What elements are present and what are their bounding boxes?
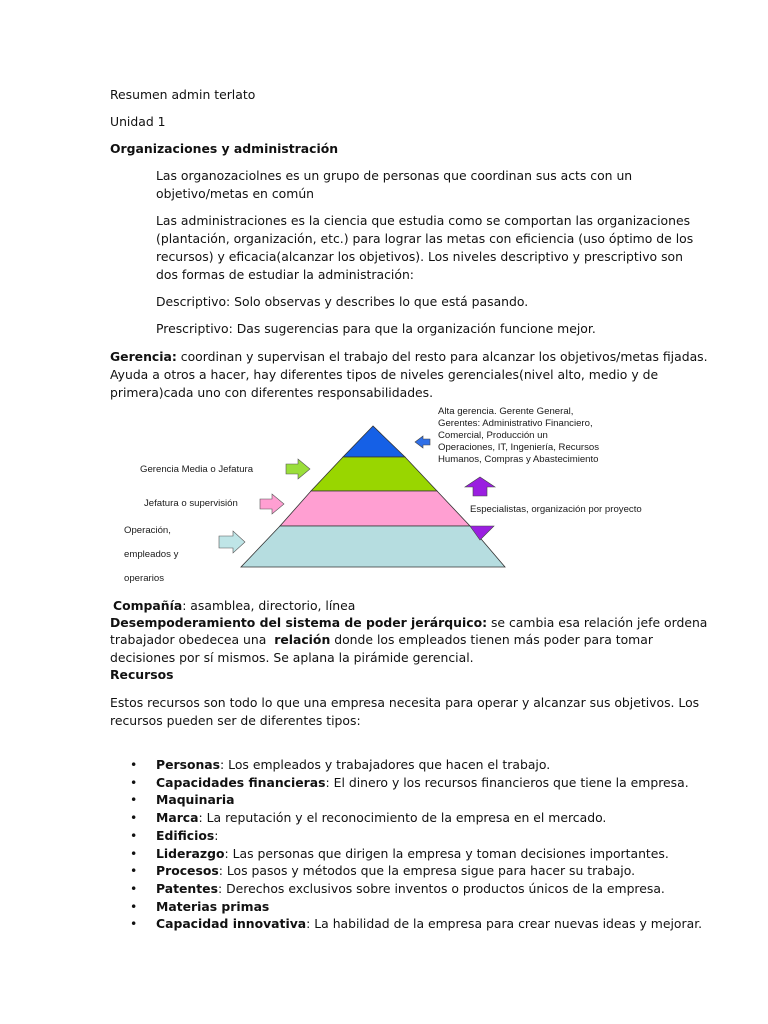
recursos-list — [130, 756, 702, 933]
label-operacion-line2: empleados y — [124, 549, 179, 560]
list-item — [130, 756, 702, 774]
list-item-text: : La reputación y el reconocimiento de la empresa en el mercado. — [198, 810, 607, 826]
arrow-right-blue-icon — [415, 436, 430, 448]
pyramid-level-3 — [280, 491, 470, 526]
gerencia-line1 — [110, 348, 708, 366]
label-especialistas: Especialistas, organización por proyecto — [470, 504, 642, 515]
desempoderamiento-line1 — [110, 614, 707, 632]
bullet-icon: • — [130, 898, 138, 914]
list-item-label: Liderazgo — [156, 845, 225, 861]
management-pyramid-figure — [108, 395, 658, 585]
paragraph-administracion-line1: Las administraciones es la ciencia que estudia como se comportan las organizaciones — [156, 213, 691, 228]
desempoderamiento-line2-a: trabajador obedecea una — [110, 632, 275, 647]
arrow-right-cyan-icon — [219, 531, 245, 553]
paragraph-organizaciones-line2: objetivo/metas en común — [156, 186, 315, 201]
recursos-paragraph-line2: recursos pueden ser de diferentes tipos: — [110, 713, 361, 728]
pyramid-level-4 — [241, 526, 505, 567]
recursos-paragraph-line1: Estos recursos son todo lo que una empresa necesita para operar y alcanzar sus objetivos. Los — [110, 695, 700, 710]
heading-text: Organizaciones y administración — [110, 141, 339, 156]
arrow-right-pink-icon — [260, 494, 284, 514]
bullet-icon: • — [130, 845, 138, 861]
paragraph-administracion-line3: recursos) y eficacia(alcanzar los objetivos). Los niveles descriptivo y prescriptivo son — [156, 249, 683, 264]
label-operacion-line3: operarios — [124, 573, 164, 584]
list-item — [130, 862, 702, 880]
list-item-label: Edificios — [156, 827, 215, 843]
list-item — [130, 845, 702, 863]
compania-text: : asamblea, directorio, línea — [182, 598, 356, 613]
list-item — [130, 827, 702, 845]
label-alta-gerencia-line3: Comercial, Producción un — [438, 430, 548, 441]
bullet-icon: • — [130, 810, 138, 826]
unit-label: Unidad 1 — [110, 114, 166, 129]
pyramid-level-2 — [311, 457, 437, 491]
label-gerencia-media: Gerencia Media o Jefatura — [140, 464, 254, 475]
list-item-label: Procesos — [156, 863, 219, 879]
list-item-text: : La habilidad de la empresa para crear nuevas ideas y mejorar. — [306, 916, 703, 932]
paragraph-organizaciones-line1: Las organozaciolnes es un grupo de personas que coordinan sus acts con un — [156, 168, 633, 183]
list-item-label: Capacidades financieras — [156, 774, 326, 790]
label-alta-gerencia-line4: Operaciones, IT, Ingeniería, Recursos — [438, 442, 600, 453]
list-item-label: Materias primas — [156, 898, 270, 914]
bullet-icon: • — [130, 916, 138, 932]
desempoderamiento-label: Desempoderamiento del sistema de poder jerárquico: — [110, 615, 488, 630]
bullet-icon: • — [130, 863, 138, 879]
recursos-heading-text: Recursos — [110, 667, 174, 682]
desempoderamiento-text: se cambia esa relación jefe ordena — [487, 615, 708, 630]
bullet-icon: • — [130, 757, 138, 772]
list-item-text: : El dinero y los recursos financieros que tiene la empresa. — [325, 774, 689, 790]
doc-title: Resumen admin terlato — [110, 87, 256, 102]
gerencia-text: coordinan y supervisan el trabajo del resto para alcanzar los objetivos/metas fijadas. — [176, 349, 708, 364]
list-item-text: : Los pasos y métodos que la empresa sigue para hacer su trabajo. — [218, 863, 636, 879]
label-alta-gerencia-line2: Gerentes: Administrativo Financiero, — [438, 418, 593, 429]
bullet-icon: • — [130, 792, 138, 808]
label-alta-gerencia-line5: Humanos, Compras y Abastecimiento — [438, 454, 599, 465]
desempoderamiento-line3: decisiones por sí mismos. Se aplana la pirámide gerencial. — [110, 650, 474, 665]
descriptivo-line: Descriptivo: Solo observas y describes lo que está pasando. — [156, 294, 529, 309]
desempoderamiento-relacion: relación — [274, 632, 331, 647]
bullet-icon: • — [130, 774, 138, 790]
list-item — [130, 791, 702, 809]
gerencia-label: Gerencia: — [110, 349, 177, 364]
compania-line — [113, 597, 355, 615]
list-item-label: Maquinaria — [156, 792, 235, 808]
list-item-text: : — [214, 827, 219, 843]
gerencia-line3: primera)cada uno con diferentes responsabilidades. — [110, 385, 434, 400]
list-item — [130, 880, 702, 898]
compania-label: Compañía — [113, 598, 183, 613]
label-alta-gerencia-line1: Alta gerencia. Gerente General, — [438, 406, 574, 417]
list-item-text: : Derechos exclusivos sobre inventos o productos únicos de la empresa. — [217, 880, 665, 896]
arrow-right-green-icon — [286, 459, 310, 479]
list-item-label: Capacidad innovativa — [156, 916, 307, 932]
paragraph-administracion-line2: (plantación, organización, etc.) para lograr las metas con eficiencia (uso óptimo de los — [156, 231, 694, 246]
bullet-icon: • — [130, 827, 138, 843]
list-item-label: Patentes — [156, 880, 218, 896]
recursos-heading — [110, 666, 173, 684]
list-item-text: : Las personas que dirigen la empresa y toman decisiones importantes. — [224, 845, 669, 861]
desempoderamiento-line2 — [110, 631, 653, 649]
label-jefatura: Jefatura o supervisión — [144, 498, 238, 509]
list-item-label: Marca — [156, 810, 199, 826]
prescriptivo-line: Prescriptivo: Das sugerencias para que la organización funcione mejor. — [156, 321, 596, 336]
bullet-icon: • — [130, 880, 138, 896]
list-item — [130, 809, 702, 827]
arrow-up-purple-icon — [465, 477, 495, 496]
desempoderamiento-line2-c: donde los empleados tienen más poder para tomar — [330, 632, 653, 647]
label-operacion-line1: Operación, — [124, 525, 171, 536]
section-heading-organizaciones — [110, 140, 338, 158]
paragraph-administracion-line4: dos formas de estudiar la administración: — [156, 267, 414, 282]
pyramid-top-level — [343, 426, 405, 457]
list-item-label: Personas — [156, 757, 221, 772]
list-item-text: : Los empleados y trabajadores que hacen el trabajo. — [220, 757, 551, 772]
list-item — [130, 774, 702, 792]
list-item — [130, 898, 702, 916]
gerencia-line2: Ayuda a otros a hacer, hay diferentes tipos de niveles gerenciales(nivel alto, medio y de — [110, 367, 659, 382]
list-item — [130, 915, 702, 933]
